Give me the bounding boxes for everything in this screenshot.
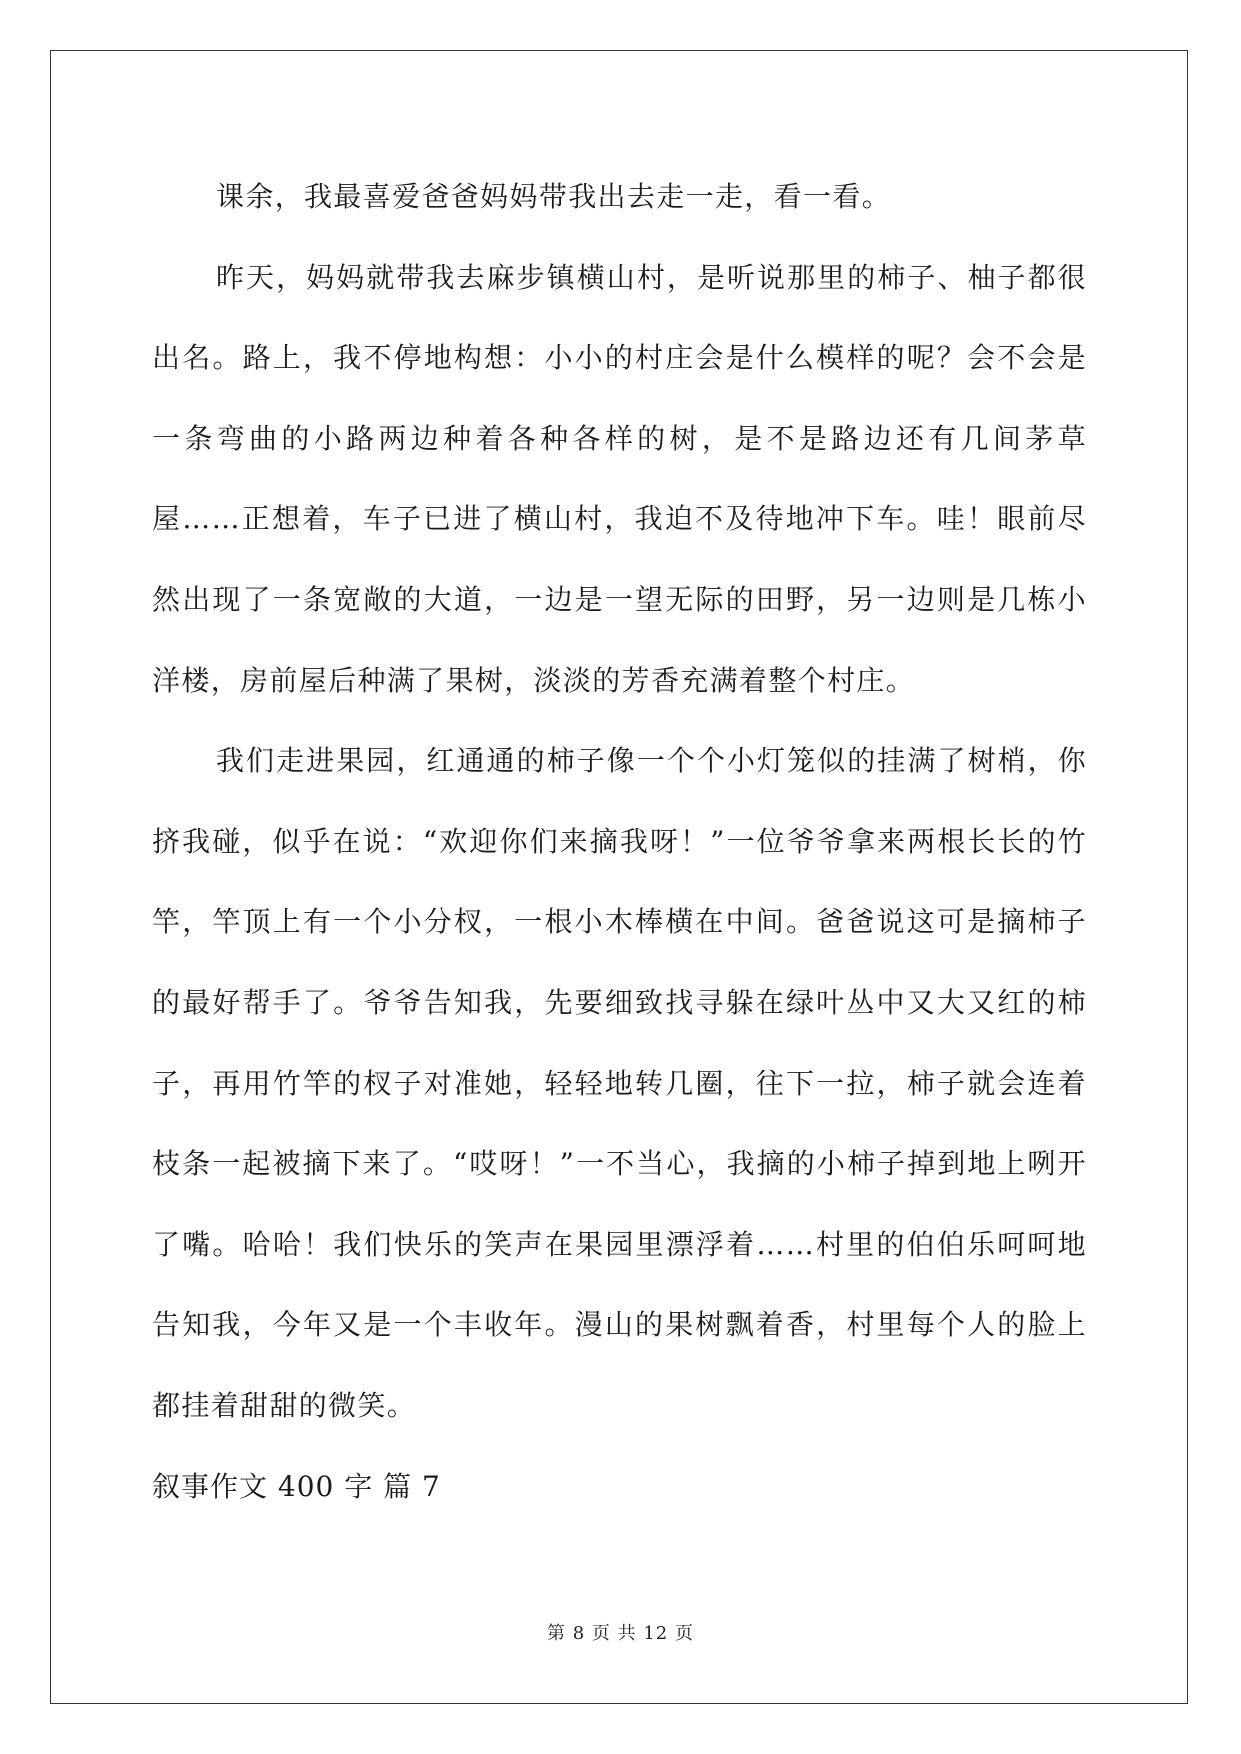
paragraph-2: 昨天，妈妈就带我去麻步镇横山村，是听说那里的柿子、柚子都很出名。路上，我不停地构想：小小的村庄会是什么模样的呢？会不会是一条弯曲的小路两边种着各种各样的树，是不是路边还有几间茅草屋……正想着，车子已进了横山村，我迫不及待地冲下车。哇！眼前尽然出现了一条宽敞的大道，一边是一望无际的田野，另一边则是几栋小洋楼，房前屋后种满了果树，淡淡的芳香充满着整个村庄。 xyxy=(152,260,1087,697)
paragraph-1: 课余，我最喜爱爸爸妈妈带我出去走一走，看一看。 xyxy=(216,180,892,213)
page-footer xyxy=(0,1619,1241,1645)
document-body xyxy=(152,157,1087,1527)
page-number: 第 8 页 共 12 页 xyxy=(547,1623,694,1644)
section-heading: 叙事作文 400 字 篇 7 xyxy=(152,1469,441,1503)
paragraph-3: 我们走进果园，红通通的柿子像一个个小灯笼似的挂满了树梢，你挤我碰，似乎在说：“欢迎你们来摘我呀！”一位爷爷拿来两根长长的竹竿，竿顶上有一个小分杈，一根小木棒横在中间。爸爸说这可是摘柿子的最好帮手了。爷爷告知我，先要细致找寻躲在绿叶丛中又大又红的柿子，再用竹竿的杈子对准她，轻轻地转几圈，往下一拉，柿子就会连着枝条一起被摘下来了。“哎呀！”一不当心，我摘的小柿子掉到地上咧开了嘴。哈哈！我们快乐的笑声在果园里漂浮着……村里的伯伯乐呵呵地告知我，今年又是一个丰收年。漫山的果树飘着香，村里每个人的脸上都挂着甜甜的微笑。 xyxy=(152,744,1087,1422)
